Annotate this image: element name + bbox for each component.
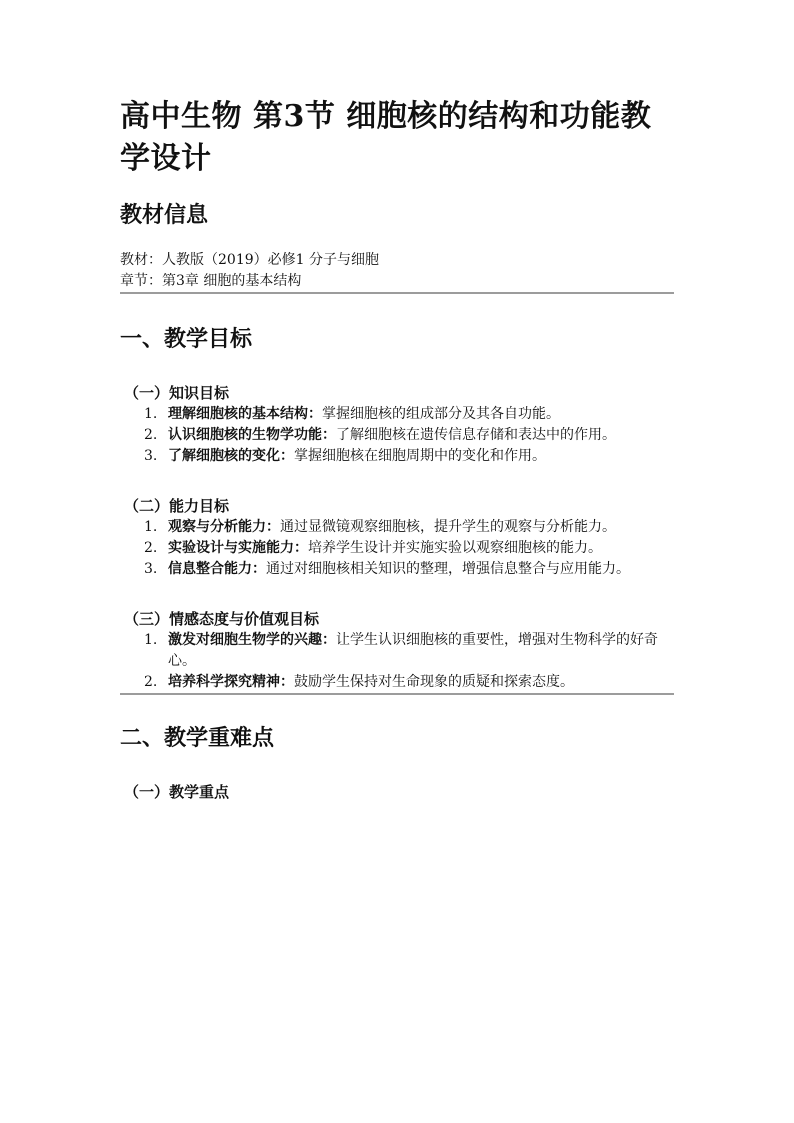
list-item — [144, 517, 674, 538]
section-divider — [120, 292, 674, 294]
ability-objectives-list — [120, 517, 674, 580]
subsection-title-knowledge: （一）知识目标 — [124, 384, 230, 402]
chapter-row — [120, 271, 674, 292]
item-body: 让学生认识细胞核的重要性，增强对生物科学的好奇心。 — [168, 632, 658, 669]
item-text — [168, 672, 674, 693]
subsection-title-ability: （二）能力目标 — [124, 497, 230, 515]
subsection-title-key-points: （一）教学重点 — [124, 783, 230, 801]
item-body: 了解细胞核在遗传信息存储和表达中的作用。 — [336, 427, 616, 443]
item-number: 3. — [144, 448, 158, 464]
attitude-objectives-list — [120, 630, 674, 693]
item-label: 观察与分析能力： — [168, 519, 280, 535]
list-item — [144, 404, 674, 425]
item-text — [168, 517, 674, 538]
item-body: 掌握细胞核在细胞周期中的变化和作用。 — [294, 448, 546, 464]
textbook-row — [120, 250, 674, 271]
item-label: 培养科学探究精神： — [168, 674, 294, 690]
item-label: 认识细胞核的生物学功能： — [168, 427, 336, 443]
list-item — [144, 425, 674, 446]
item-number: 2. — [144, 540, 158, 556]
item-number: 2. — [144, 674, 158, 690]
item-body: 掌握细胞核的组成部分及其各自功能。 — [322, 406, 560, 422]
item-text — [168, 425, 674, 446]
item-label: 理解细胞核的基本结构： — [168, 406, 322, 422]
section-title-objectives: 一、教学目标 — [120, 326, 253, 352]
item-body: 鼓励学生保持对生命现象的质疑和探索态度。 — [294, 674, 574, 690]
item-number: 1. — [144, 632, 158, 648]
list-item — [144, 672, 674, 693]
textbook-value: 人教版（2019）必修1 分子与细胞 — [162, 252, 379, 268]
textbook-label: 教材： — [120, 252, 162, 268]
list-item — [144, 538, 674, 559]
list-item — [144, 446, 674, 467]
section-divider — [120, 693, 674, 695]
item-number: 2. — [144, 427, 158, 443]
item-label: 实验设计与实施能力： — [168, 540, 308, 556]
chapter-label: 章节： — [120, 273, 162, 289]
item-body: 培养学生设计并实施实验以观察细胞核的能力。 — [308, 540, 602, 556]
material-info — [120, 250, 674, 292]
item-text — [168, 404, 674, 425]
item-body: 通过显微镜观察细胞核，提升学生的观察与分析能力。 — [280, 519, 616, 535]
document-title: 高中生物 第3节 细胞核的结构和功能教学设计 — [120, 99, 652, 176]
knowledge-objectives-list — [120, 404, 674, 467]
section-title-key-difficult-points: 二、教学重难点 — [120, 725, 275, 751]
item-label: 了解细胞核的变化： — [168, 448, 294, 464]
item-label: 激发对细胞生物学的兴趣： — [168, 632, 336, 648]
item-body: 通过对细胞核相关知识的整理，增强信息整合与应用能力。 — [266, 561, 630, 577]
item-label: 信息整合能力： — [168, 561, 266, 577]
item-text — [168, 630, 674, 672]
subsection-title-attitude: （三）情感态度与价值观目标 — [124, 610, 320, 628]
material-info-heading: 教材信息 — [120, 202, 209, 228]
item-number: 1. — [144, 406, 158, 422]
list-item — [144, 559, 674, 580]
item-text — [168, 538, 674, 559]
item-text — [168, 559, 674, 580]
item-text — [168, 446, 674, 467]
item-number: 3. — [144, 561, 158, 577]
chapter-value: 第3章 细胞的基本结构 — [162, 273, 302, 289]
item-number: 1. — [144, 519, 158, 535]
list-item — [144, 630, 674, 672]
